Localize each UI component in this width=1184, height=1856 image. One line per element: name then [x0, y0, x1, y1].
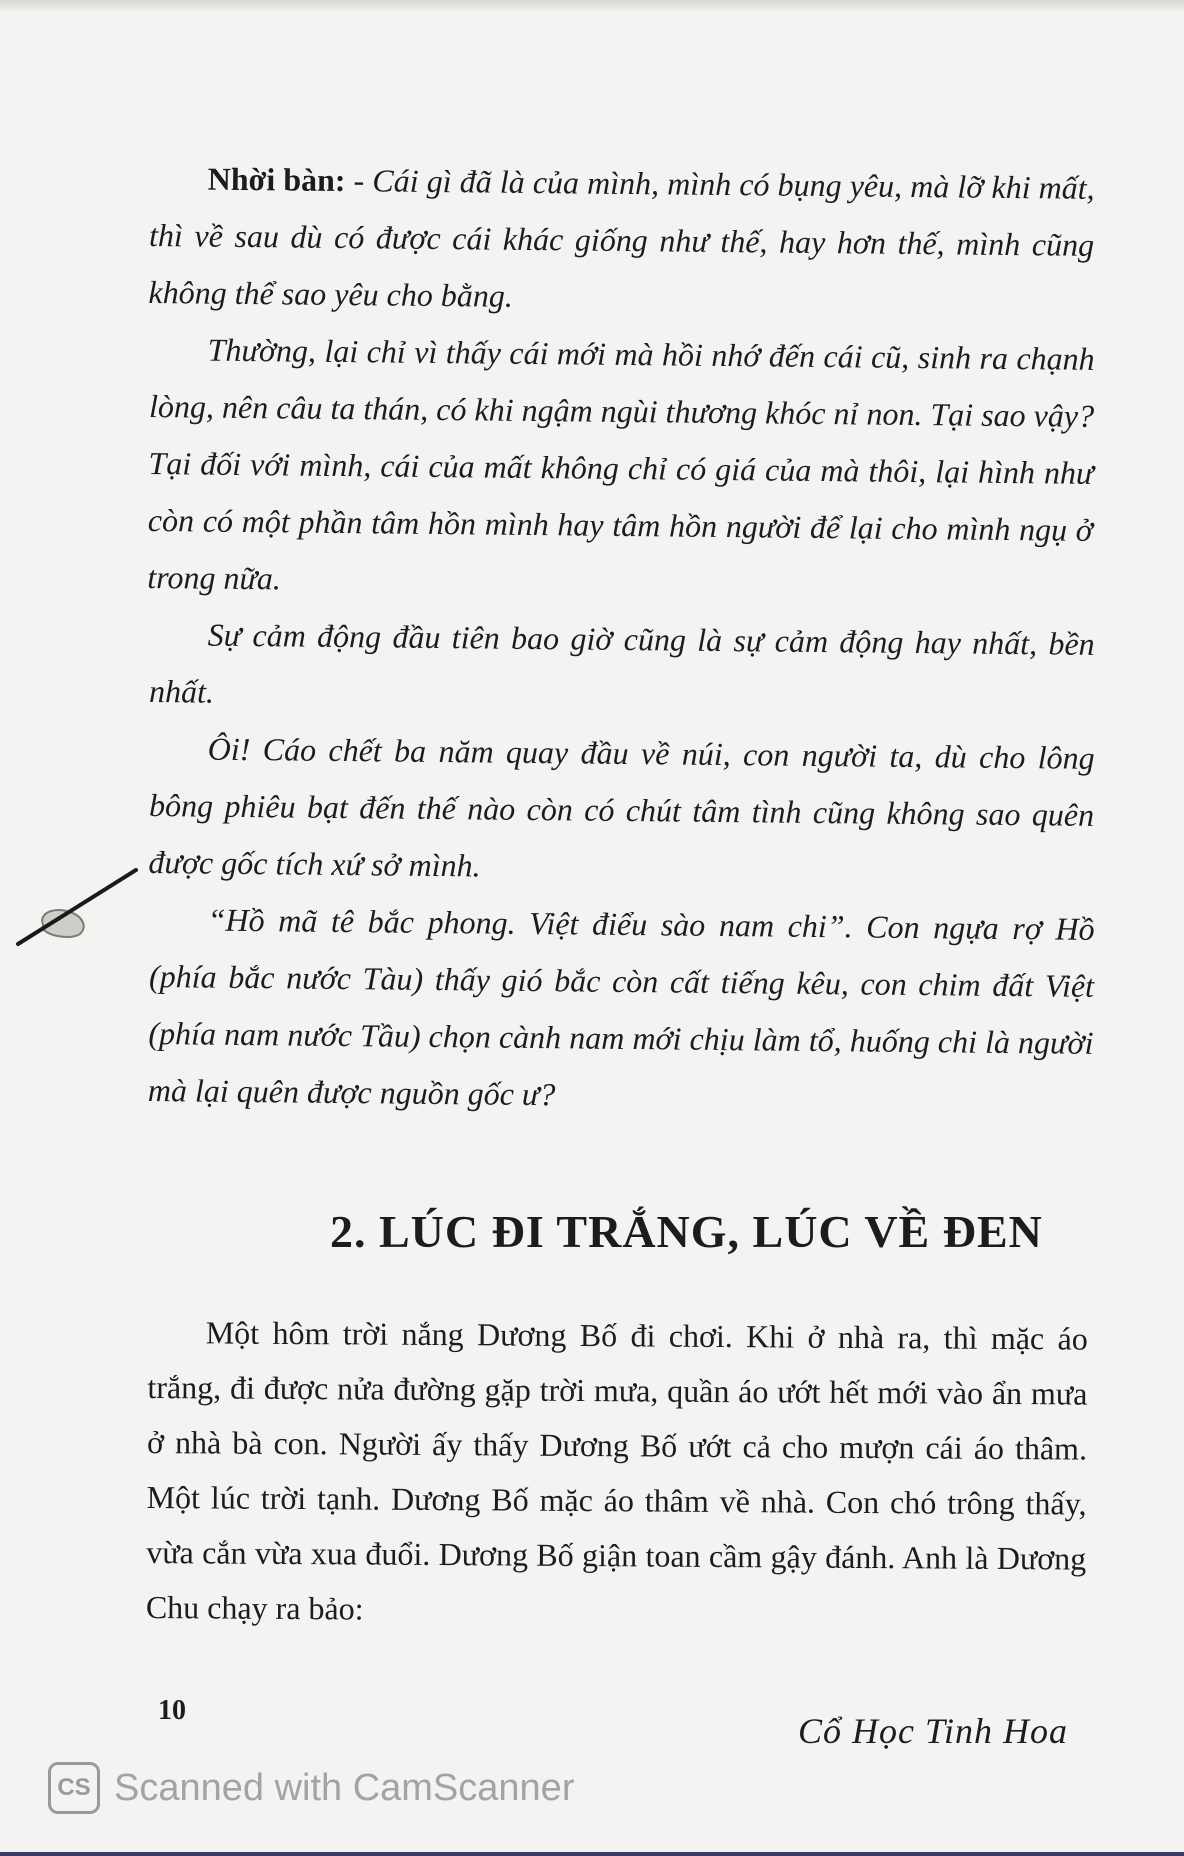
commentary-block — [147, 150, 1095, 1119]
commentary-paragraph-1 — [148, 150, 1095, 331]
scanner-watermark — [48, 1758, 574, 1818]
pen-mark-icon — [14, 860, 144, 950]
commentary-paragraph-3 — [149, 606, 1095, 730]
commentary-text-1: - Cái gì đã là của mình, mình có bụng yêu, mà lỡ khi mất, thì về sau dù có được cái khác giống như thế, hay hơn thế, mình cũng không thể sao yêu cho bằng. — [148, 162, 1095, 314]
page-number: 10 — [158, 1695, 186, 1726]
story-heading: 2. LÚC ĐI TRẮNG, LÚC VỀ ĐEN — [330, 1206, 1043, 1257]
commentary-paragraph-2 — [147, 321, 1095, 616]
scanner-watermark-text: Scanned with CamScanner — [114, 1766, 575, 1809]
commentary-text-3: Sự cảm động đầu tiên bao giờ cũng là sự cảm động hay nhất, bền nhất. — [148, 616, 1095, 710]
camscanner-logo-icon: CS — [48, 1762, 100, 1814]
book-title: Cổ Học Tinh Hoa — [798, 1711, 1069, 1751]
story-paragraph: Một hôm trời nắng Dương Bố đi chơi. Khi ở nhà ra, thì mặc áo trắng, đi được nửa đường gặp trời mưa, quần áo ướt hết mới vào ẩn mưa ở nhà bà con. Người ấy thấy Dương Bố ướt cả cho mượn cái áo thâm. Một lúc trời tạnh. Dương Bố mặc áo thâm về nhà. Con chó trông thấy, vừa cắn vừa xua đuổi. Dương Bố giận toan cầm gậy đánh. Anh là Dương Chu chạy ra bảo: — [145, 1314, 1088, 1627]
commentary-paragraph-5 — [148, 891, 1095, 1129]
commentary-text-2: Thường, lại chỉ vì thấy cái mới mà hồi nhớ đến cái cũ, sinh ra chạnh lòng, nên câu ta thán, có khi ngậm ngùi thương khóc nỉ non. Tại sao vậy? Tại đối với mình, cái của mất không chỉ có giá của mà thôi, lại hình như còn có một phần tâm hồn mình hay tâm hồn người để lại cho mình ngụ ở trong nữa. — [147, 331, 1095, 597]
page-top-shadow — [0, 0, 1184, 12]
commentary-text-4: Ôi! Cáo chết ba năm quay đầu về núi, con người ta, dù cho lông bông phiêu bạt đến thế nào còn có chút tâm tình cũng không sao quên được gốc tích xứ sở mình. — [148, 730, 1095, 884]
bottom-edge — [0, 1852, 1184, 1856]
commentary-lead: Nhời bàn: — [207, 160, 346, 199]
commentary-paragraph-4 — [148, 720, 1095, 901]
commentary-text-5: “Hồ mã tê bắc phong. Việt điểu sào nam chi”. Con ngựa rợ Hồ (phía bắc nước Tàu) thấy gió bắc còn cất tiếng kêu, con chim đất Việt (phía nam nước Tầu) chọn cành nam mới chịu làm tổ, huống chi là người mà lại quên được nguồn gốc ư? — [147, 901, 1095, 1113]
